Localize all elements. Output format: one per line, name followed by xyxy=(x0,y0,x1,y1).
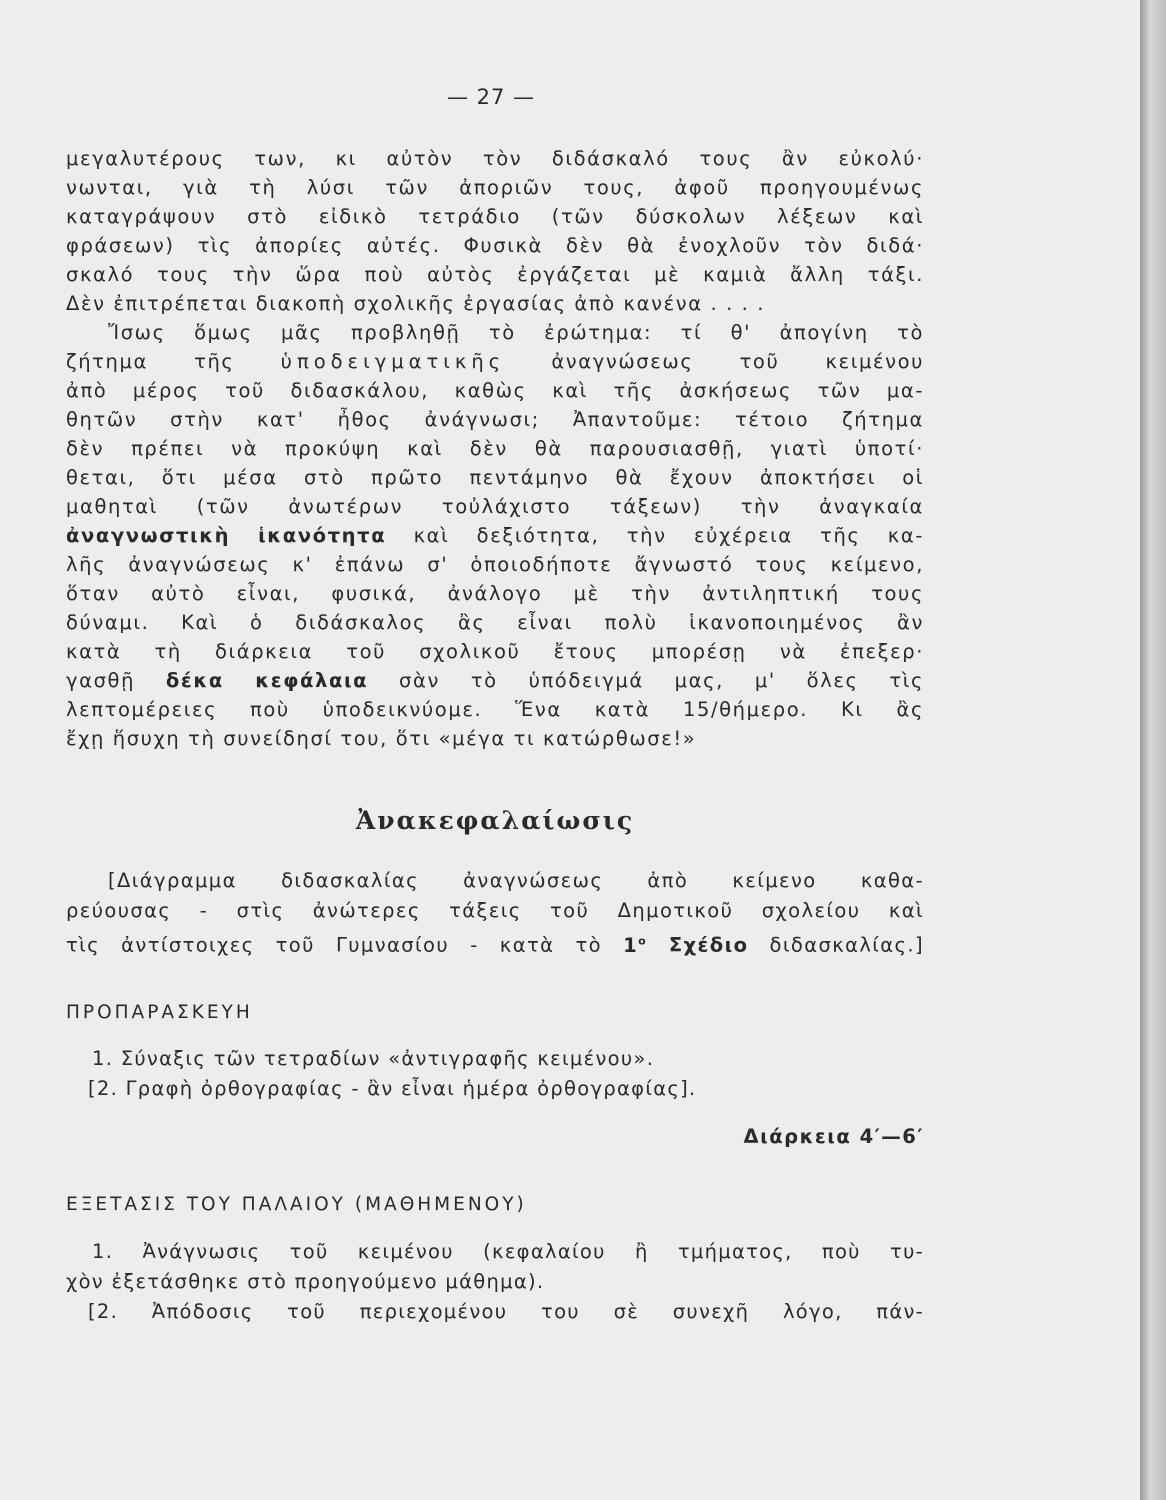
section-heading: Ἀνακεφαλαίωσις xyxy=(355,806,635,835)
text-line: Δὲν ἐπιτρέπεται διακοπὴ σχολικῆς ἐργασίας ἀπὸ κανένα . . . . xyxy=(66,292,766,315)
text-fragment: γασθῇ xyxy=(66,669,166,692)
list-item: 1. Σύναξις τῶν τετραδίων «ἀντιγραφῆς κειμένου». xyxy=(92,1047,655,1070)
list-item: [2. Γραφὴ ὀρθογραφίας - ἂν εἶναι ἡμέρα ὀρθογραφίας]. xyxy=(88,1077,697,1100)
summary-note xyxy=(66,866,924,956)
section-title-review: ΕΞΕΤΑΣΙΣ ΤΟΥ ΠΑΛΑΙΟΥ (ΜΑΘΗΜΕΝΟΥ) xyxy=(66,1194,527,1215)
text-line: Ἴσως ὅμως μᾶς προβληθῇ τὸ ἐρώτημα: τί θ' ἀπογίνη τὸ xyxy=(108,321,924,344)
text-line: λῆς ἀναγνώσεως κ' ἐπάνω σ' ὁποιοδήποτε ἄγνωστό τους κείμενο, xyxy=(66,553,924,576)
text-line: ἔχῃ ἥσυχη τὴ συνείδησί του, ὅτι «μέγα τι κατώρθωσε!» xyxy=(66,727,697,750)
text-fragment: ζήτημα τῆς xyxy=(66,350,281,373)
list-item: χὸν ἐξετάσθηκε στὸ προηγούμενο μάθημα). xyxy=(66,1270,545,1293)
section-title-preparation: ΠΡΟΠΑΡΑΣΚΕΥΗ xyxy=(66,1002,253,1023)
body-paragraphs xyxy=(66,144,924,753)
preparation-list xyxy=(66,1044,924,1104)
text-line: μαθηταὶ (τῶν ἀνωτέρων τοὐλάχιστο τάξεων) τὴν ἀναγκαία xyxy=(66,495,924,518)
text-line: καταγράψουν στὸ εἰδικὸ τετράδιο (τῶν δύσκολων λέξεων καὶ xyxy=(66,205,924,228)
text-line xyxy=(66,521,924,550)
text-fragment: καὶ δεξιότητα, τὴν εὐχέρεια τῆς κα- xyxy=(386,524,924,547)
list-item: 1. Ἀνάγνωσις τοῦ κειμένου (κεφαλαίου ἢ τμήματος, ποὺ τυ- xyxy=(92,1240,924,1263)
text-line: φράσεων) τὶς ἀπορίες αὐτές. Φυσικὰ δὲν θὰ ἐνοχλοῦν τὸν διδά· xyxy=(66,234,924,257)
plan-number: 1 xyxy=(623,933,639,956)
duration-label: Διάρκεια 4′—6′ xyxy=(743,1125,924,1148)
bold-emphasis: ἀναγνωστικὴ ἱκανότητα xyxy=(66,524,387,547)
text-line: δύναμι. Καὶ ὁ διδάσκαλος ἂς εἶναι πολὺ ἱκανοποιημένος ἂν xyxy=(66,611,924,634)
text-line xyxy=(66,666,924,695)
text-line: ἀπὸ μέρος τοῦ διδασκάλου, καθὼς καὶ τῆς ἀσκήσεως τῶν μα- xyxy=(66,379,924,402)
text-line: νωνται, γιὰ τὴ λύσι τῶν ἀποριῶν τους, ἀφοῦ προηγουμένως xyxy=(66,176,924,199)
text-line xyxy=(66,926,924,956)
text-line: θητῶν στὴν κατ' ἦθος ἀνάγνωσι; Ἀπαντοῦμε: τέτοιο ζήτημα xyxy=(66,408,924,431)
text-fragment: διδασκαλίας.] xyxy=(748,933,924,956)
text-line: [Διάγραμμα διδασκαλίας ἀναγνώσεως ἀπὸ κείμενο καθα- xyxy=(108,869,924,892)
text-line: μεγαλυτέρους των, κι αὐτὸν τὸν διδάσκαλό τους ἂν εὐκολύ· xyxy=(66,147,924,170)
text-line: λεπτομέρειες ποὺ ὑποδεικνύομε. Ἕνα κατὰ 15/θήμερο. Κι ἂς xyxy=(66,698,924,721)
text-fragment: ἀναγνώσεως τοῦ κειμένου xyxy=(505,350,924,373)
list-item: [2. Ἀπόδοσις τοῦ περιεχομένου του σὲ συνεχῆ λόγο, πάν- xyxy=(88,1300,924,1323)
text-line: δὲν πρέπει νὰ προκύψη καὶ δὲν θὰ παρουσιασθῇ, γιατὶ ὑποτί· xyxy=(66,437,924,460)
bold-number xyxy=(623,934,647,957)
text-line: ρεύουσας - στὶς ἀνώτερες τάξεις τοῦ Δημοτικοῦ σχολείου καὶ xyxy=(66,899,924,922)
book-spine-edge xyxy=(1140,0,1166,1500)
text-line: κατὰ τὴ διάρκεια τοῦ σχολικοῦ ἔτους μπορέσῃ νὰ ἐπεξερ· xyxy=(66,640,924,663)
review-list xyxy=(66,1237,924,1327)
spaced-emphasis: ὑποδειγματικῆς xyxy=(280,350,506,373)
page-number: — 27 — xyxy=(446,85,536,109)
bold-emphasis: Σχέδιο xyxy=(647,933,749,956)
text-line xyxy=(66,347,924,376)
text-line: σκαλό τους τὴν ὥρα ποὺ αὐτὸς ἐργάζεται μὲ καμιὰ ἄλλη τάξι. xyxy=(66,263,924,286)
superscript: ο xyxy=(638,934,648,947)
bold-emphasis: δέκα κεφάλαια xyxy=(165,669,369,692)
text-fragment: σὰν τὸ ὑπόδειγμά μας, μ' ὅλες τὶς xyxy=(368,669,924,692)
text-line: θεται, ὅτι μέσα στὸ πρῶτο πεντάμηνο θὰ ἔχουν ἀποκτήσει οἱ xyxy=(66,466,924,489)
text-line: ὅταν αὐτὸ εἶναι, φυσικά, ἀνάλογο μὲ τὴν ἀντιληπτική τους xyxy=(66,582,924,605)
text-fragment: τὶς ἀντίστοιχες τοῦ Γυμνασίου - κατὰ τὸ xyxy=(66,933,624,956)
